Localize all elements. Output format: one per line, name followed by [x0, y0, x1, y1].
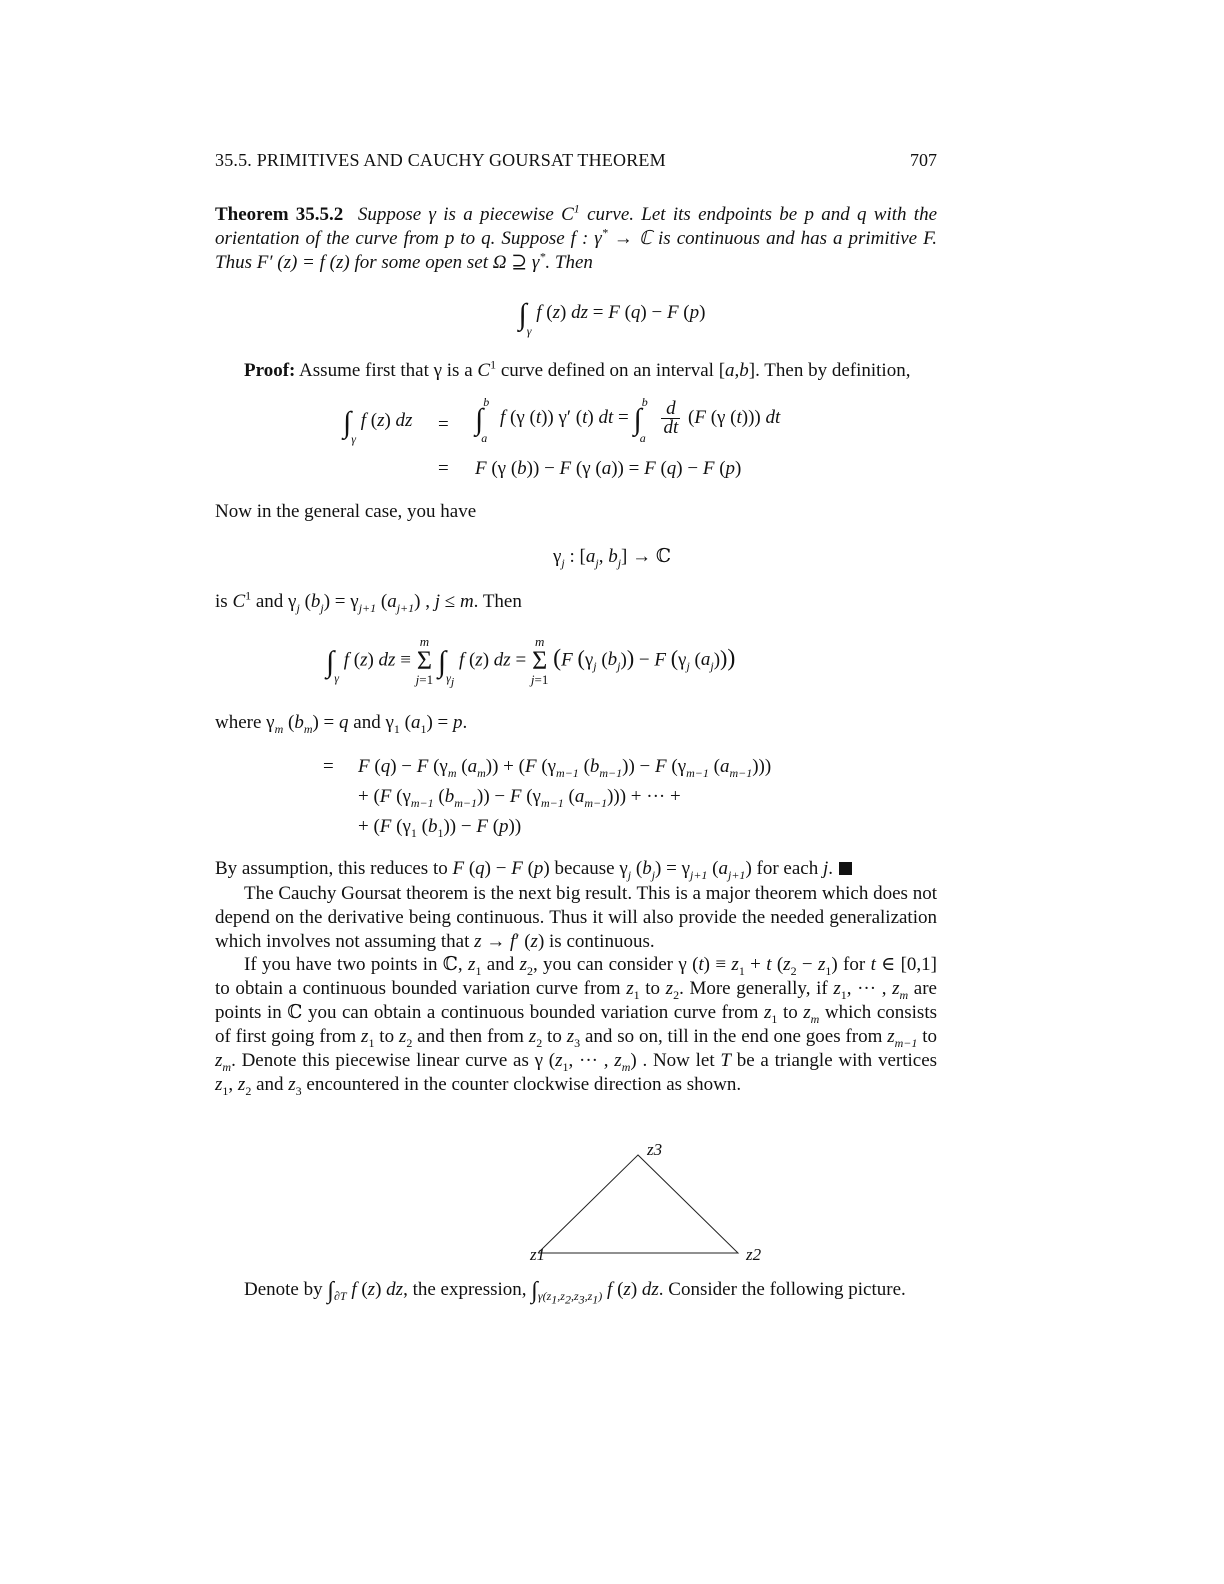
proof-label: Proof: — [244, 360, 296, 381]
theorem-statement: Theorem 35.5.2 Suppose γ is a piecewise $C^1$ curve. Let its endpoints be p and q with the orientation of the curve from p to q. Suppose f : γ* → ℂ is continuous and has a primitive F. Thus F′ (z) = f (z) for some open set Ω ⊇ γ*. Then — [215, 201, 938, 273]
triangle-outline — [538, 1155, 738, 1253]
is-c1-text: is $C^1$ and $\gamma_j$ $(b_j) = \gamma_{j+1}$ $(a_{j+1})$ , j ≤ m. Then — [215, 588, 522, 615]
where-text: where $\gamma_m$ $(b_m) = q$ and $\gamma_1$ $(a_1) = p$. — [215, 712, 468, 736]
vertex-label-z2: z2 — [746, 1245, 762, 1264]
page-number: 707 — [910, 150, 937, 170]
qed-symbol — [839, 862, 852, 875]
proof-conclusion: By assumption, this reduces to F (q) − F (p) because $\gamma_j$ $(b_j) = \gamma_{j+1}$ $(a_{j+1})$ for each j. — [215, 858, 852, 881]
paragraph-boundary-integral: Denote by $\int_{\partial T}$ f (z) dz, the expression, $\int_{\gamma(z_1,z_2,z_3,z_1)}$ f (z) dz. Consider the following picture. — [244, 1278, 906, 1307]
theorem-display-equation: $\int_\gamma$ f (z) dz = F (q) − F (p) — [518, 298, 706, 338]
paragraph-goursat-intro: The Cauchy Goursat theorem is the next big result. This is a major theorem which does not depend on the derivative being continuous. Thus it will also provide the needed generalization which involves not assuming that z → f′ (z) is continuous. — [215, 883, 937, 952]
general-case-text: Now in the general case, you have — [215, 501, 477, 522]
section-title: 35.5. PRIMITIVES AND CAUCHY GOURSAT THEOREM — [215, 150, 666, 170]
vertex-label-z1: z1 — [530, 1245, 546, 1264]
proof-intro: Proof: Assume first that γ is a $C^1$ curve defined on an interval [a,b]. Then by definition, — [244, 357, 911, 381]
vertex-label-z3: z3 — [647, 1140, 663, 1159]
theorem-label: Theorem 35.5.2 — [215, 204, 344, 225]
proof-equation-2: $\int_\gamma$ f (z) dz ≡ m Σ j=1 $\int_{\gamma_j}$ f (z) dz = m Σ j=1 (F ($\gamma_j$ $(b_j)) - F$ ($\gamma_j$ $(a_j)$)) — [326, 634, 736, 689]
paragraph-piecewise-linear: If you have two points in ℂ, $z_1$ and $z_2$, you can consider γ $(t) \equiv z_1 + t$ $(z_2 - z_1)$ for t ∈ [0,1] to obtain a continuous bounded variation curve from $z_1$ to $z_2$. More generally, if $z_1$, ··· , $z_m$ are points in ℂ you can obtain a continuous bounded variation curve from $z_1$ to $z_m$ which consists of first going from $z_1$ to $z_2$ and then from $z_2$ to $z_3$ and so on, till in the end one goes from $z_{m-1}$ to $z_m$. Denote this piecewise linear curve as γ ($z_1$, ··· , $z_m$) . Now let T be a triangle with vertices $z_1$, $z_2$ and $z_3$ encountered in the counter clockwise direction as shown. — [215, 954, 938, 1098]
gamma-j-definition: $\gamma_j$ : [$a_j$, $b_j$] → ℂ — [553, 546, 671, 570]
